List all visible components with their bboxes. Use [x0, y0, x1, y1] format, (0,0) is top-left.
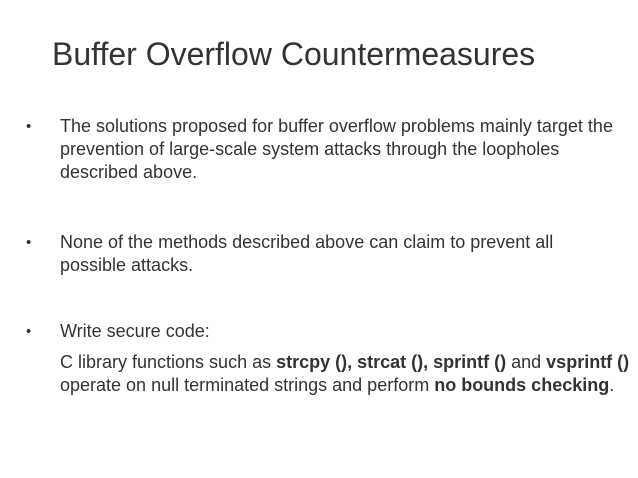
bullet-marker: •	[26, 234, 32, 251]
bullet-marker: •	[26, 118, 32, 135]
bullet-item	[26, 231, 616, 277]
sub-text-part: .	[609, 375, 615, 395]
bullet-text: The solutions proposed for buffer overflow problems mainly target the prevention of large-scale system attacks through the loopholes described above.	[60, 116, 613, 182]
sub-text-part: and	[506, 352, 547, 372]
bullet-text: Write secure code:	[60, 321, 210, 341]
bullet-text: None of the methods described above can claim to prevent all possible attacks.	[60, 232, 554, 275]
sub-text-part: C library functions such as	[60, 352, 277, 372]
bullet-marker: •	[26, 323, 32, 340]
sub-paragraph	[60, 351, 630, 397]
slide-title: Buffer Overflow Countermeasures	[52, 36, 536, 72]
emphasis-bold: no bounds checking	[434, 375, 610, 395]
function-names-bold: strcpy (), strcat (), sprintf ()	[276, 352, 507, 372]
sub-text-part: operate on null terminated strings and perform	[60, 375, 435, 395]
bullet-item	[26, 320, 616, 343]
bullet-item	[26, 115, 616, 184]
function-name-bold: vsprintf ()	[546, 352, 630, 372]
